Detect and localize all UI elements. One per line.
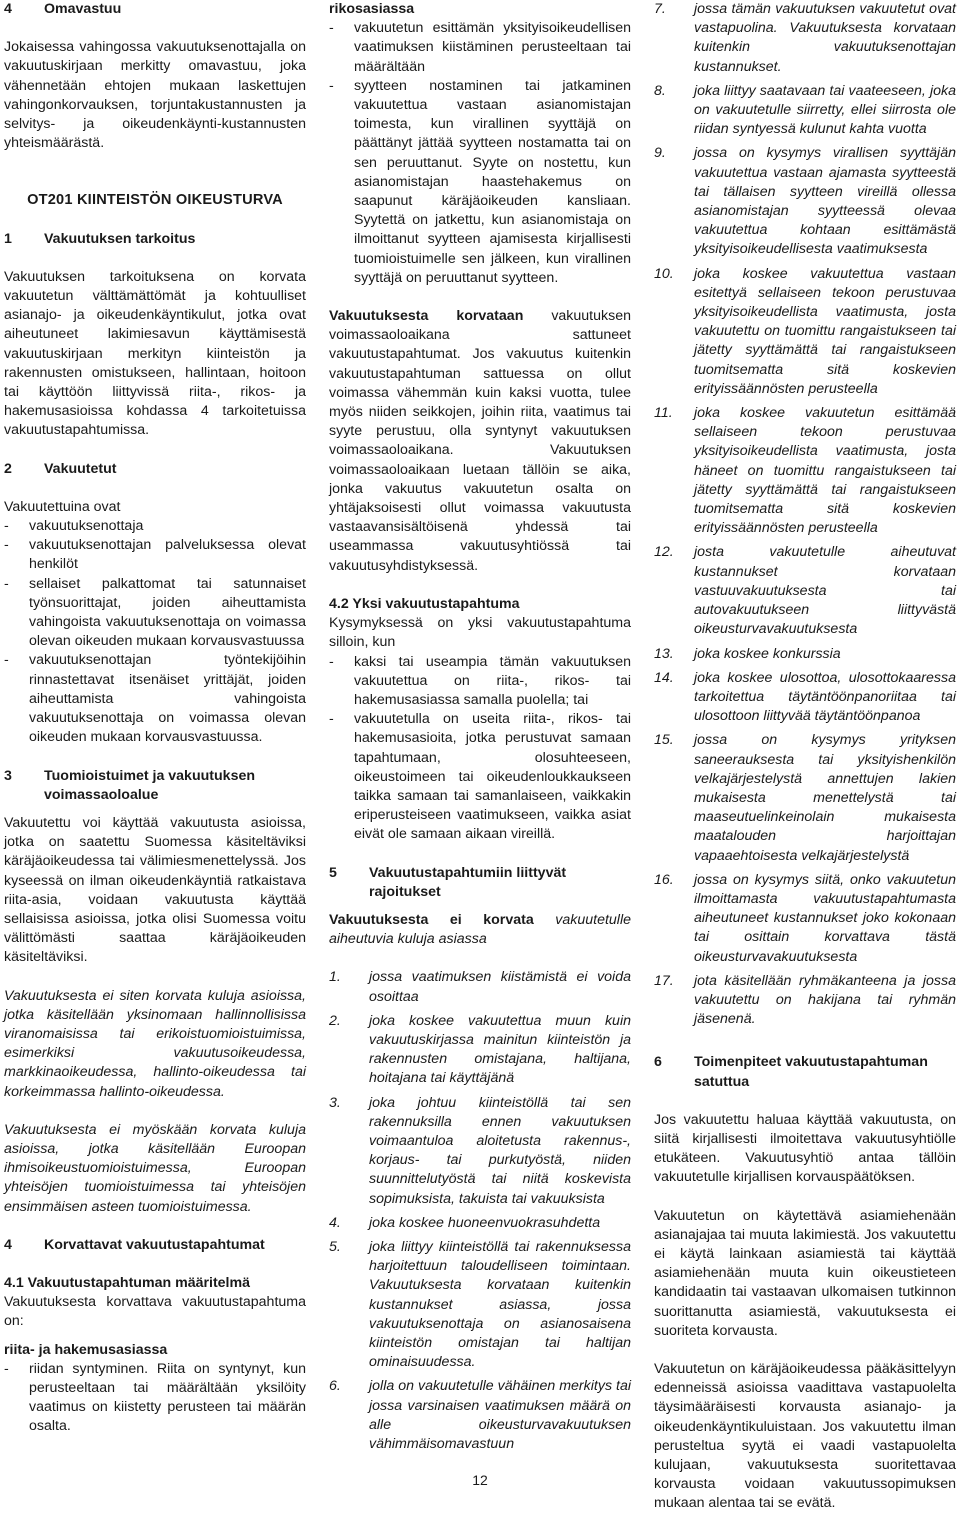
insured-list bbox=[4, 517, 306, 747]
list-item: 16. jossa on kysymys siitä, onko vakuutetun ilmoittamasta vakuutustapahtumasta aiheutuneet kustannukset joko kokonaan tai osittain korvattava tästä oikeusturvavakuutuksesta bbox=[654, 871, 956, 965]
coverage-period-text: Vakuutuksesta korvataan vakuutuksen voimassaoloaikana sattuneet vakuutustapahtumat. Jos vakuutus kuitenkin vakuutustapahtuman sattuessa on ollut voimassa vähemmän kuin kaksi vuotta, tulee myös niiden seikkojen, joihin riita, vaatimus tai syyte perustuu, olla syntynyt vakuutuksen voimassaoloaikana. Vakuutuksen voimassaoloaikaan luetaan tällöin se aika, jonka vakuutus vakuutetun osalta on yhtäjaksoisesti ollut voimassa vakuutusta vastaavansisältöisenä yhdessä tai useammassa vakuutusyhtiössä tai vakuutusyhdistyksessä. bbox=[329, 308, 631, 574]
list-item: - vakuutuksenottajan työntekijöihin rinnastettavat itsenäiset yrittäjät, joiden aiheuttamista vahingoista vakuutuksenottaja on voimassa olevan oikeuden mukaan korvausvastuussa. bbox=[4, 652, 306, 746]
section-4-2-text: Kysymyksessä on yksi vakuutustapahtuma silloin, kun bbox=[329, 615, 631, 651]
section-2-intro: Vakuutettuina ovat bbox=[4, 498, 121, 515]
list-item: 10. joka koskee vakuutettua vastaan esitettyä sellaiseen tekoon perustuvaa yksityisoikeudellista vaatimusta, josta vakuutettu on tuomittu rangaistukseen tai jätetty syyttämättä tai rangaistukseen tuomitsematta sitä koskevien erityissäännösten perusteella bbox=[654, 265, 956, 397]
list-item: 1. jossa vaatimuksen kiistämistä ei voida osoittaa bbox=[329, 969, 631, 1005]
list-item: - vakuutuksenottajan palveluksessa olevat henkilöt bbox=[4, 537, 306, 573]
section-4-heading: 4 Korvattavat vakuutustapahtumat bbox=[4, 1236, 265, 1253]
section-4-2-heading: 4.2 Yksi vakuutustapahtuma bbox=[329, 595, 520, 612]
list-item: 5. joka liittyy kiinteistöllä tai rakennuksessa harjoitettuun taloudelliseen toimintaan. Vakuutuksesta korvataan kuitenkin kustannukset asiassa, jossa vakuutuksenottaja on asianosaisena kiinteistön omistajan tai haltijan ominaisuudessa. bbox=[329, 1238, 631, 1371]
section-6-para-1: Jos vakuutettu haluaa käyttää vakuutusta, on siitä kirjallisesti ilmoitettava vakuutusyhtiölle etukäteen. Vakuutusyhtiö antaa tällöin vakuutetulle kirjallisen korvauspäätöksen. bbox=[654, 1111, 956, 1186]
section-6-para-3: Vakuutetun on käräjäoikeudessa pääkäsittelyyn edenneissä asioissa vaadittava vastapuolelta täysimääräisesti korvausta asianajo- ja oikeudenkäyntikuluistaan. Jos vakuutettu ilman perusteltua syytä ei vaadi vastapuolelta kulujaan, vakuutuksesta suoritettavaa korvausta voidaan vakuutussopimuksen mukaan alentaa tai se evätä. bbox=[654, 1361, 956, 1512]
list-item: - syytteen nostaminen tai jatkaminen vakuutettua vastaan asianomistajan toimesta, kun virallinen syyttäjä on päättänyt jättää syytteen nostamatta tai on sen peruuttanut. Syyte on nostettu, kun asianomistajan haastehakemus on saapunut käräjäoikeuden kansliaan. Syytettä on jatkettu, kun asianomistaja on ilmoittanut syytteen ajamisesta kirjallisesti tuomioistuimelle sen jälkeen, kun virallinen syyttäjä on peruuttanut syytteen. bbox=[329, 77, 631, 286]
criminal-case-list bbox=[329, 19, 631, 288]
list-item: - riidan syntyminen. Riita on syntynyt, kun perusteeltaan tai määrältään yksilöity vaatimus on kiistetty perusteen tai määrän osalta. bbox=[4, 1360, 306, 1435]
list-item: 3. joka johtuu kiinteistöllä tai sen rakennuksilla ennen vakuutuksen voimaantuloa aloitetusta rakennus-, korjaus- tai purkutyöstä, niiden suunnittelutyöstä tai niitä koskevista sopimuksista, takuista tai vakuuksista bbox=[329, 1094, 631, 1207]
list-item: 13. joka koskee konkurssia bbox=[654, 645, 841, 662]
section-1-heading: 1 Vakuutuksen tarkoitus bbox=[4, 230, 196, 247]
section-4-1-text: Vakuutuksesta korvattava vakuutustapahtuma on: bbox=[4, 1294, 306, 1330]
single-event-list bbox=[329, 653, 631, 845]
list-item: 12. josta vakuutetulle aiheutuvat kustannukset korvataan vastuuvakuutuksesta tai autovakuutukseen liittyvästä oikeusturvavakuutuksesta bbox=[654, 544, 956, 638]
list-item: 17. jota käsitellään ryhmäkanteena ja jossa vakuutettu on hakijana tai ryhmän jäsenenä. bbox=[654, 972, 956, 1028]
section-3-exclusion-1: Vakuutuksesta ei siten korvata kuluja asioissa, jotka käsitellään yksinomaan hallinnollisissa viranomaisissa tai erikoistuomioistuimissa, esimerkiksi vakuutusoikeudessa, markkinaoikeudessa, hallinto-oikeudessa tai korkeimmassa hallinto-oikeudessa. bbox=[4, 987, 306, 1100]
section-6-para-2: Vakuutetun on käytettävä asiamiehenään asianajajaa tai muuta lakimiestä. Jos vakuutettu ei käytä lainkaan asiamiestä tai käyttää asiamiehenään muuta kuin oikeustieteen kandidaatin tai vastaavan ulkomaisen tutkinnon suorittanutta asiamiestä, vakuutuksesta ei suoriteta korvausta. bbox=[654, 1207, 956, 1339]
list-item: 9. jossa on kysymys virallisen syyttäjän vakuutettua vastaan ajamasta syytteestä tai tällaisen syytteen vireillä ollessa asianomistajan syytteessä olevaa vakuutettua kohtaan esittämästä yksityisoikeudellisesta vaatimuksesta bbox=[654, 145, 956, 258]
list-item: 2. joka koskee vakuutettua muun kuin vakuutuskirjassa mainitun kiinteistön ja rakennusten omistajana, haltijana, hoitajana tai käyttäjänä bbox=[329, 1012, 631, 1087]
list-item: 4. joka koskee huoneenvuokrasuhdetta bbox=[329, 1214, 601, 1231]
list-item: - kaksi tai useampia tämän vakuutuksen vakuutettua on riita-, rikos- tai hakemusasiassa samalla puolella; tai bbox=[329, 653, 631, 708]
list-item: - vakuutuksenottaja bbox=[4, 518, 144, 535]
section-3-exclusion-2: Vakuutuksesta ei myöskään korvata kuluja asioissa, jotka käsitellään Euroopan ihmisoikeustuomioistuimessa, Euroopan yhteisöjen tuomioistuimessa tai yhteisöjen ensimmäisen asteen tuomioistuimessa. bbox=[4, 1121, 306, 1215]
omavastuu-text: Jokaisessa vahingossa vakuutuksenottajalla on vakuutuskirjaan merkitty omavastuu, joka vähennetään ehtojen mukaan laskettujen vahingonkorvauksen, torjuntakustannusten ja selvitys- ja oikeudenkäynti-kustannusten yhteismäärästä. bbox=[4, 39, 306, 152]
column-right bbox=[654, 0, 956, 1514]
civil-case-list bbox=[4, 1360, 306, 1437]
list-item: 11. joka koskee vakuutetun esittämää sellaiseen tekoon perustuvaa yksityisoikeudellista vaatimusta, josta häneet on tuomittu rangaistukseen tai jätetty syyttämättä tai rangaistukseen tuomitsematta sitä koskevien erityissäännösten perusteella bbox=[654, 405, 956, 537]
list-item: - vakuutetulla on useita riita-, rikos- tai hakemusasioita, jotka perustuvat samaan tapahtumaan, olosuhteeseen, oikeustoimeen tai oikeudenloukkaukseen taikka samaan tai samanlaiseen, vaikkakin eriperusteiseen vaatimukseen, vaikka asiat eivät ole samaan aikaan vireillä. bbox=[329, 711, 631, 843]
list-item: 14. joka koskee ulosottoa, ulosottokaaressa tarkoitettua täytäntöönpanoriitaa tai ulosottoon liittyvää täytäntöönpanoa bbox=[654, 669, 956, 725]
civil-case-subheading: riita- ja hakemusasiassa bbox=[4, 1341, 168, 1358]
section-5-heading: 5 Vakuutustapahtumiin liittyvät rajoitukset bbox=[329, 864, 567, 900]
list-item: 7. jossa tämän vakuutuksen vakuutetut ovat vastapuolina. Vakuutuksesta korvataan kuitenkin vakuutuksenottajan kustannukset. bbox=[654, 1, 956, 75]
section-5-intro: Vakuutuksesta ei korvata vakuutetulle aiheutuvia kuluja asiassa bbox=[329, 911, 631, 948]
criminal-case-subheading: rikosasiassa bbox=[329, 1, 415, 17]
document-title: OT201 KIINTEISTÖN OIKEUSTURVA bbox=[27, 192, 283, 209]
column-middle bbox=[329, 0, 631, 1459]
section-2-heading: 2 Vakuutetut bbox=[4, 460, 117, 477]
section-4-1-heading: 4.1 Vakuutustapahtuman määritelmä bbox=[4, 1274, 251, 1291]
exclusion-list-part-1 bbox=[329, 968, 631, 1454]
section-1-text: Vakuutuksen tarkoituksena on korvata vakuutetun välttämättömät ja kohtuulliset asianajo- ja oikeudenkäyntikulut, jotka ovat aiheutuneet lakimiesavun käyttämisestä vakuutuskirjaan merkityn kiinteistön ja rakennusten omistukseen, hallintaan, hoitoon tai käyttöön liittyvissä riita-, rikos- ja hakemusasioissa kohdassa 4 tarkoitetuissa vakuutustapahtumissa. bbox=[4, 268, 306, 439]
list-item: 8. joka liittyy saatavaan tai vaateeseen, joka on vakuutetulle siirretty, ellei siirrosta ole riidan syntyessä kulunut kahta vuotta bbox=[654, 82, 956, 138]
exclusion-list-part-2 bbox=[654, 0, 956, 1029]
list-item: 15. jossa on kysymys yrityksen saneerauksesta tai yksityishenkilön velkajärjestelystä annettujen lakien mukaisesta menettelystä tai maaseutuelinkeinolain mukaisesta maatalouden harjoittajan vapaaehtoisesta velkajärjestelystä bbox=[654, 732, 956, 864]
list-item: - sellaiset palkattomat tai satunnaiset työnsuorittajat, joiden aiheuttamista vahingoista vakuutuksenottaja on voimassa olevan oikeuden mukaan korvausvastuussa bbox=[4, 575, 306, 650]
omavastuu-heading: 4 Omavastuu bbox=[4, 1, 122, 17]
list-item: 6. jolla on vakuutetulle vähäinen merkitys tai jossa varsinaisen vaatimuksen määrä on alle oikeusturvavakuutuksen vähimmäisomavastuun bbox=[329, 1378, 631, 1453]
column-left bbox=[4, 0, 306, 1437]
section-6-heading: 6 Toimenpiteet vakuutustapahtuman satuttua bbox=[654, 1054, 928, 1090]
section-3-text: Vakuutettu voi käyttää vakuutusta asioissa, jotka on saatettu Suomessa käsiteltäviksi käräjäoikeudessa tai välimiesmenettelyssä. Jos kyseessä on ilman oikeudenkäyntiä ratkaistava riita-asia, voidaan vakuutusta käyttää sellaisissa asioissa, jotka olisi Suomessa voitu välittömästi saattaa käräjäoikeuden käsiteltäviksi. bbox=[4, 814, 306, 966]
page-number: 12 bbox=[472, 1472, 488, 1488]
section-3-heading: 3 Tuomioistuimet ja vakuutuksen voimassaoloalue bbox=[4, 767, 256, 803]
list-item: - vakuutetun esittämän yksityisoikeudellisen vaatimuksen kiistäminen perusteeltaan tai määrältään bbox=[329, 20, 631, 75]
